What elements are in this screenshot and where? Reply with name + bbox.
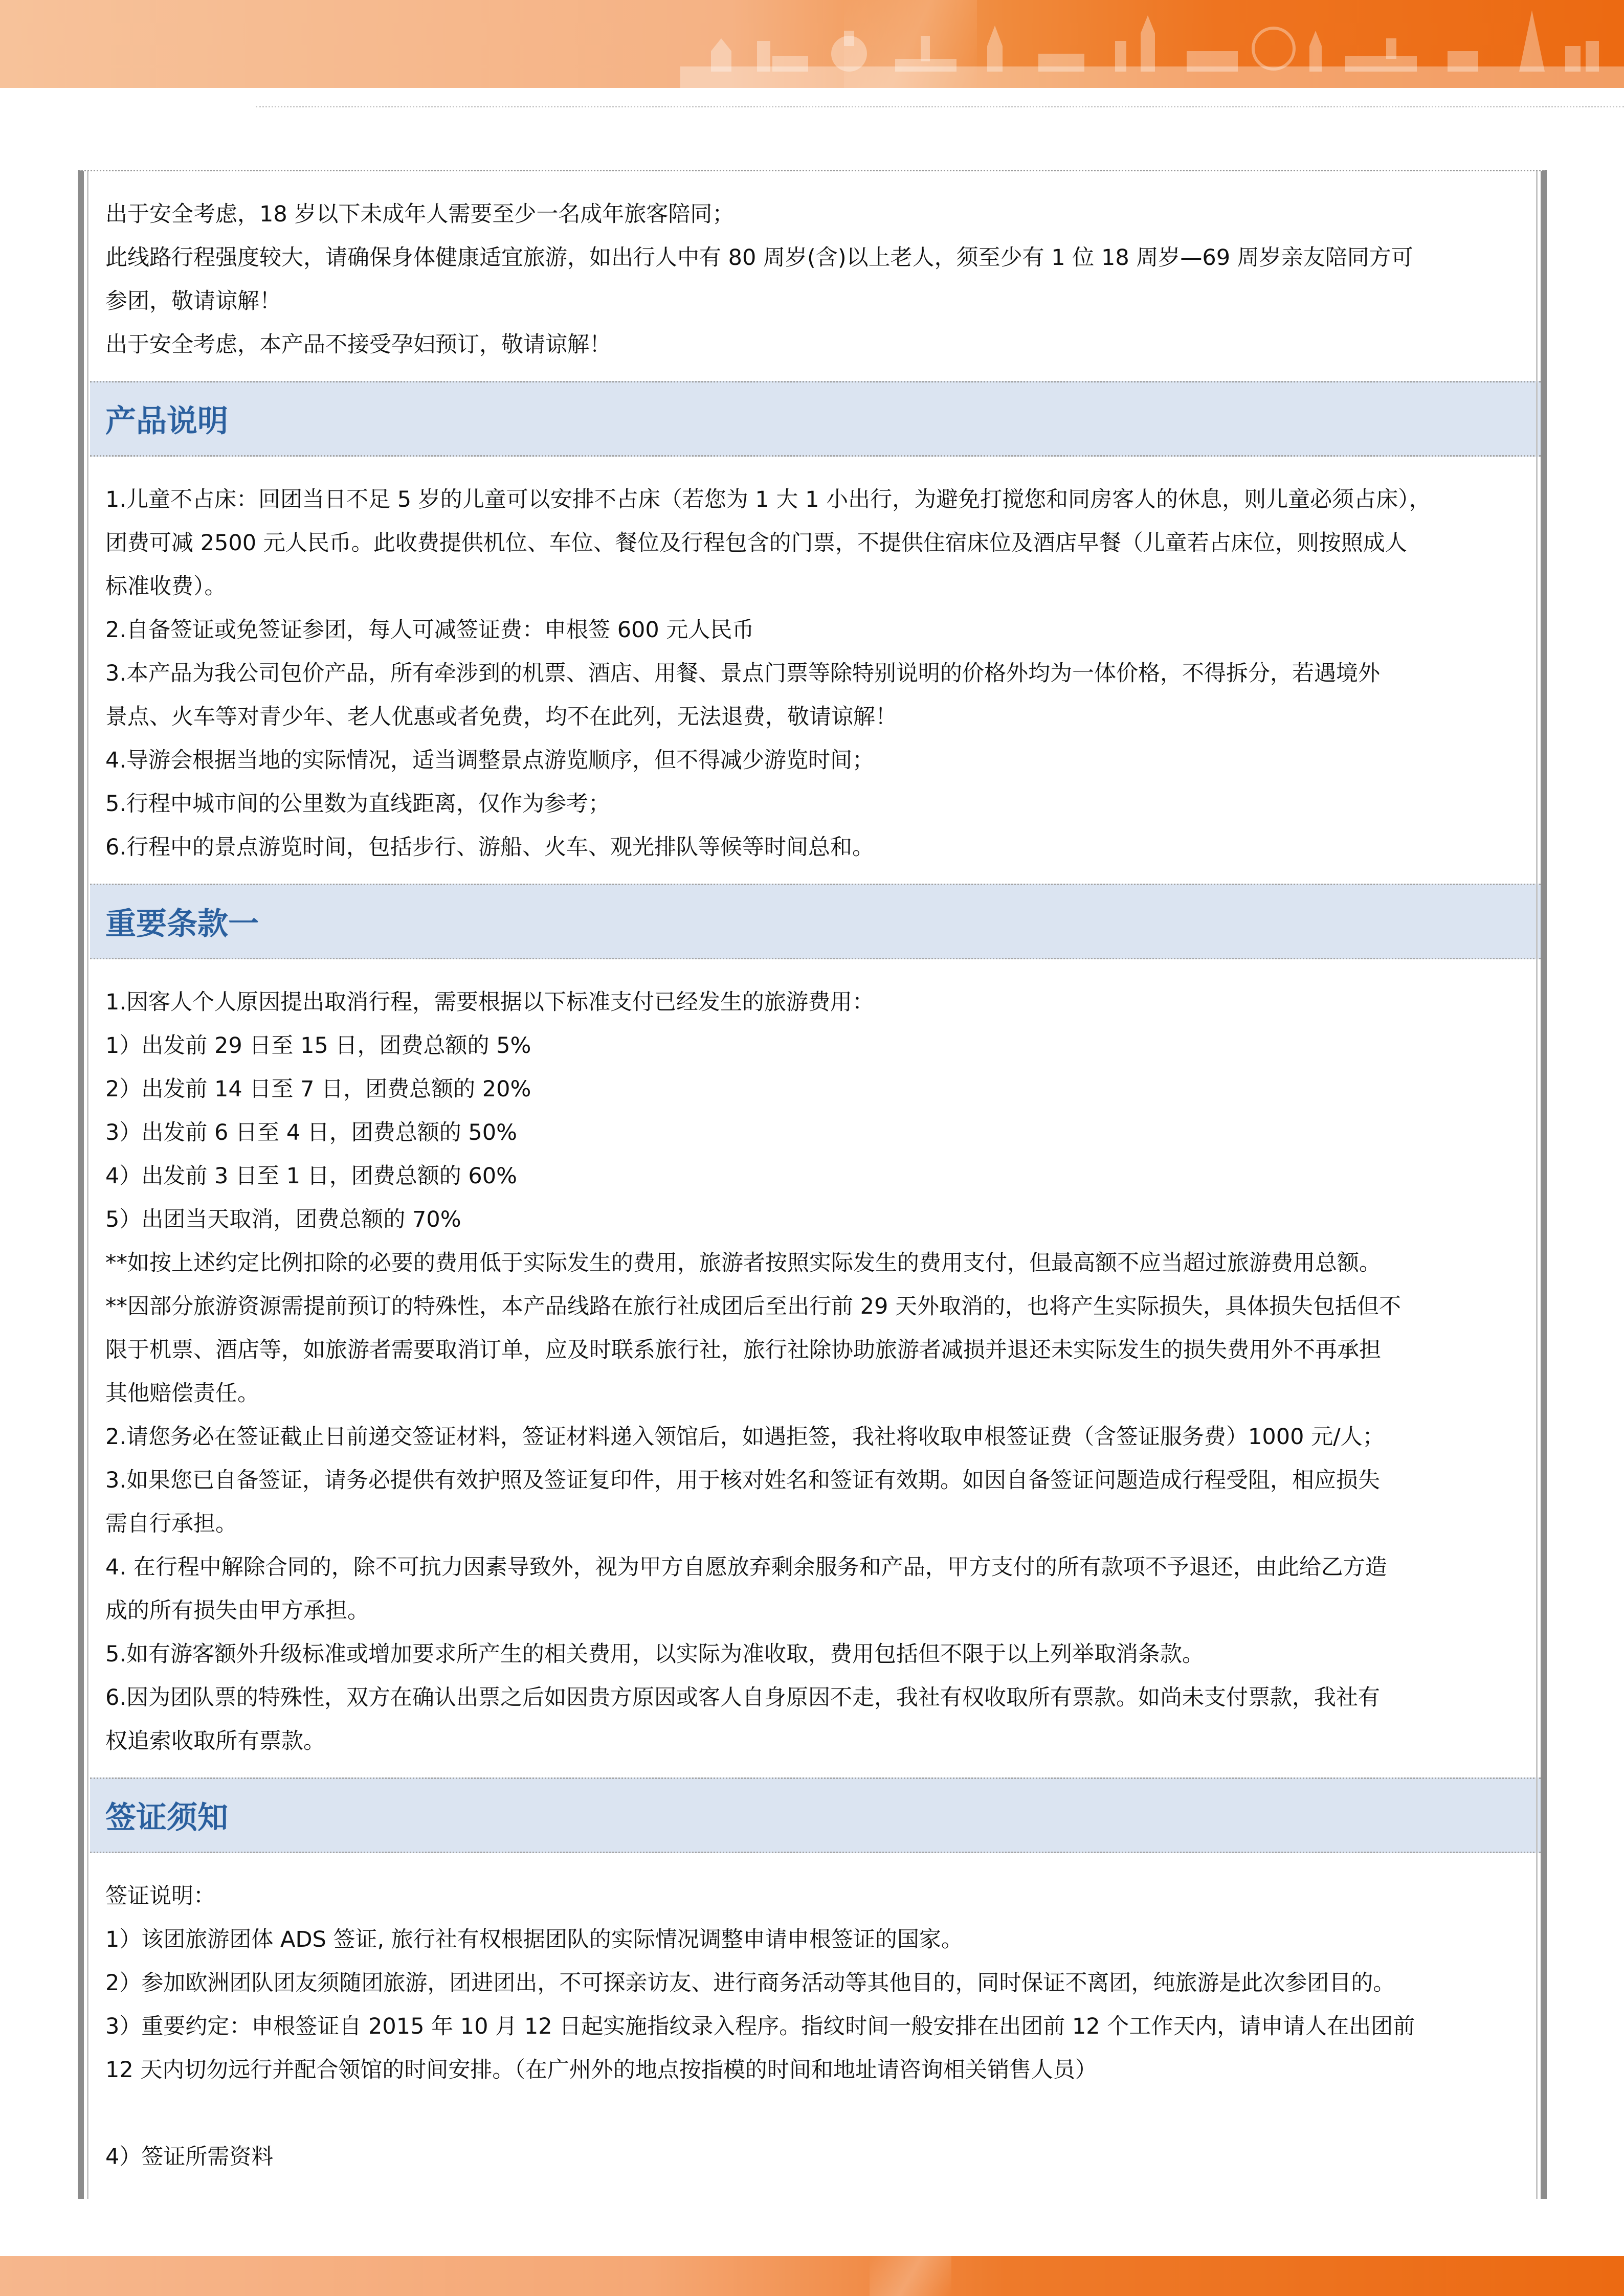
section-line: 6.行程中的景点游览时间，包括步行、游船、火车、观光排队等候等时间总和。: [105, 835, 875, 860]
intro-line: 此线路行程强度较大，请确保身体健康适宜旅游，如出行人中有 80 周岁(含)以上老人，须至少有 1 位 18 周岁—69 周岁亲友陪同方可: [105, 245, 1413, 271]
section-line: 3）重要约定：申根签证自 2015 年 10 月 12 日起实施指纹录入程序。指纹时间一般安排在出团前 12 个工作天内，请申请人在出团前: [105, 2014, 1415, 2039]
section-line: 景点、火车等对青少年、老人优惠或者免费，均不在此列，无法退费，敬请谅解！: [105, 704, 897, 730]
header-dotted-rule: [256, 106, 1624, 107]
section-line: 3.本产品为我公司包价产品，所有牵涉到的机票、酒店、用餐、景点门票等除特别说明的价格外均为一体价格，不得拆分，若遇境外: [105, 661, 1381, 686]
section-line: 4）签证所需资料: [105, 2144, 274, 2170]
section-line: 成的所有损失由甲方承担。: [105, 1598, 369, 1624]
section-line: 限于机票、酒店等，如旅游者需要取消订单，应及时联系旅行社，旅行社除协助旅游者减损并退还未实际发生的损失费用外不再承担: [105, 1337, 1381, 1363]
section-line: 5）出团当天取消，团费总额的 70%: [105, 1207, 461, 1232]
section-title: 签证须知: [105, 1800, 228, 1836]
section-line: 权追索收取所有票款。: [105, 1728, 325, 1754]
header-banner: [0, 0, 1624, 88]
content-frame: [78, 170, 1547, 2199]
intro-line: 出于安全考虑，18 岁以下未成年人需要至少一名成年旅客陪同；: [105, 201, 735, 227]
section-line: 4. 在行程中解除合同的，除不可抗力因素导致外，视为甲方自愿放弃剩余服务和产品，甲方支付的所有款项不予退还，由此给乙方造: [105, 1555, 1387, 1580]
blank-line: [105, 2092, 1530, 2135]
section-line: 2）参加欧洲团队团友须随团旅游，团进团出，不可探亲访友、进行商务活动等其他目的，同时保证不离团，纯旅游是此次参团目的。: [105, 1970, 1395, 1996]
section-line: 2）出发前 14 日至 7 日，团费总额的 20%: [105, 1076, 531, 1102]
section-line: **如按上述约定比例扣除的必要的费用低于实际发生的费用，旅游者按照实际发生的费用支付，但最高额不应当超过旅游费用总额。: [105, 1250, 1381, 1276]
section-line: 4.导游会根据当地的实际情况，适当调整景点游览顺序，但不得减少游览时间；: [105, 748, 875, 773]
section-line: 1.因客人个人原因提出取消行程，需要根据以下标准支付已经发生的旅游费用：: [105, 989, 875, 1015]
section-line: 5.如有游客额外升级标准或增加要求所产生的相关费用，以实际为准收取，费用包括但不限于以上列举取消条款。: [105, 1641, 1205, 1667]
section-line: 12 天内切勿远行并配合领馆的时间安排。（在广州外的地点按指模的时间和地址请咨询相关销售人员）: [105, 2057, 1097, 2083]
section-line: 2.自备签证或免签证参团，每人可减签证费：申根签 600 元人民币: [105, 617, 754, 643]
section-line: 1.儿童不占床：回团当日不足 5 岁的儿童可以安排不占床（若您为 1 大 1 小出行，为避免打搅您和同房客人的休息，则儿童必须占床），: [105, 487, 1431, 512]
section-line: 团费可减 2500 元人民币。此收费提供机位、车位、餐位及行程包含的门票，不提供住宿床位及酒店早餐（儿童若占床位，则按照成人: [105, 530, 1407, 556]
section-line: 签证说明：: [105, 1883, 215, 1909]
section-line: 需自行承担。: [105, 1511, 237, 1537]
section-heading-product-notes: [90, 381, 1541, 457]
footer-diagonal-accent: [870, 2256, 951, 2296]
landmark-skyline-icon: [680, 10, 1624, 88]
intro-line: 出于安全考虑，本产品不接受孕妇预订，敬请谅解！: [105, 332, 611, 357]
section-line: 1）该团旅游团体 ADS 签证, 旅行社有权根据团队的实际情况调整申请申根签证的国家。: [105, 1927, 963, 1952]
section-line: 其他赔偿责任。: [105, 1381, 259, 1406]
footer-band: [0, 2256, 1624, 2296]
section-line: 标准收费）。: [105, 574, 227, 599]
section-line: 5.行程中城市间的公里数为直线距离，仅作为参考；: [105, 791, 611, 817]
section-heading-important-terms: [90, 884, 1541, 959]
section-line: 3.如果您已自备签证，请务必提供有效护照及签证复印件，用于核对姓名和签证有效期。如因自备签证问题造成行程受阻，相应损失: [105, 1468, 1381, 1493]
section-line: 3）出发前 6 日至 4 日，团费总额的 50%: [105, 1120, 517, 1145]
document-body: [84, 171, 1541, 2179]
section-line: 6.因为团队票的特殊性，双方在确认出票之后如因贵方原因或客人自身原因不走，我社有权收取所有票款。如尚未支付票款，我社有: [105, 1685, 1381, 1710]
section-heading-visa-notice: [90, 1777, 1541, 1853]
intro-line: 参团，敬请谅解！: [105, 288, 281, 314]
section-title: 产品说明: [105, 403, 228, 439]
section-line: 1）出发前 29 日至 15 日，团费总额的 5%: [105, 1033, 531, 1059]
section-title: 重要条款一: [105, 906, 259, 942]
section-line: 2.请您务必在签证截止日前递交签证材料，签证材料递入领馆后，如遇拒签，我社将收取申根签证费（含签证服务费）1000 元/人；: [105, 1424, 1385, 1450]
section-line: 4）出发前 3 日至 1 日，团费总额的 60%: [105, 1163, 517, 1189]
section-line: **因部分旅游资源需提前预订的特殊性，本产品线路在旅行社成团后至出行前 29 天外取消的，也将产生实际损失，具体损失包括但不: [105, 1294, 1401, 1319]
